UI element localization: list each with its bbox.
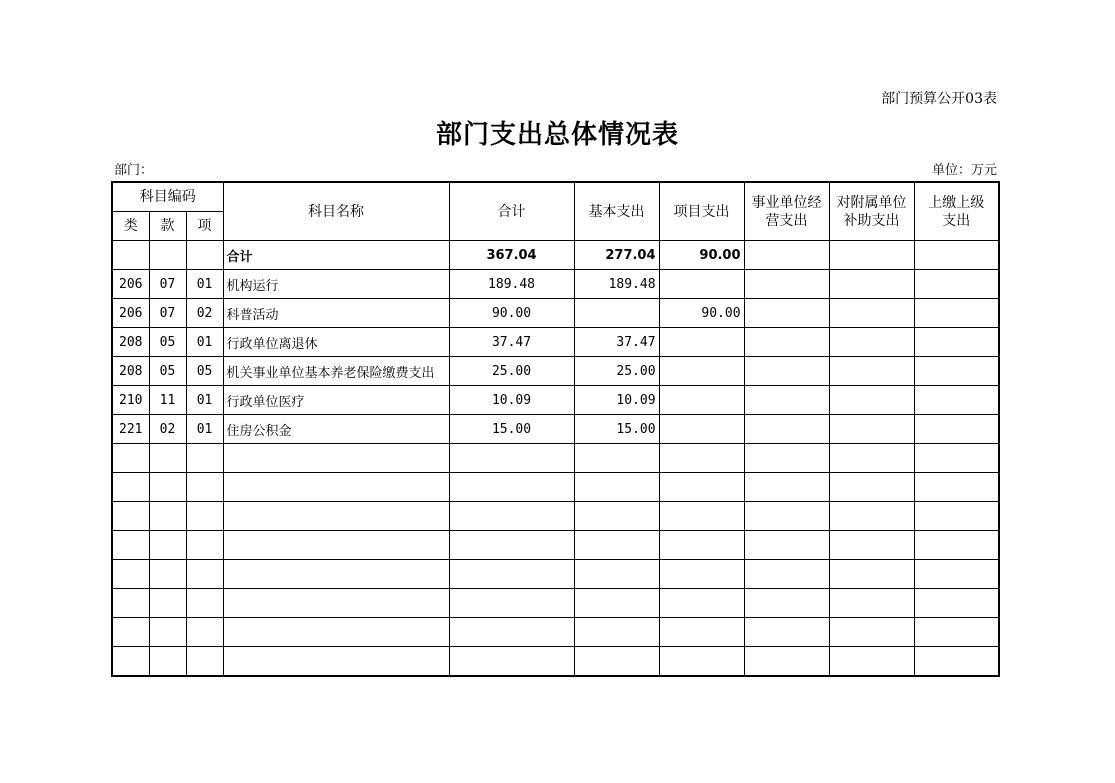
cell-project: [659, 444, 744, 473]
cell-subsidy: [829, 299, 914, 328]
cell-basic: [574, 589, 659, 618]
cell-business: [744, 589, 829, 618]
cell-business: [744, 444, 829, 473]
table-row: [112, 357, 999, 386]
cell-subsidy: [829, 589, 914, 618]
header-upper: 上缴上级支出: [914, 182, 999, 241]
cell-basic: [574, 444, 659, 473]
cell-subsidy: [829, 560, 914, 589]
cell-project: [659, 357, 744, 386]
cell-business: [744, 328, 829, 357]
table-row: [112, 270, 999, 299]
cell-project: [659, 647, 744, 677]
cell-lei: [112, 647, 149, 677]
cell-upper: [914, 560, 999, 589]
cell-upper: [914, 444, 999, 473]
cell-kuan: [149, 531, 186, 560]
cell-business: [744, 473, 829, 502]
cell-xiang: [186, 647, 223, 677]
department-label: 部门：: [114, 163, 154, 178]
cell-upper: [914, 531, 999, 560]
cell-total: [449, 560, 574, 589]
cell-subsidy: [829, 502, 914, 531]
cell-name: [223, 647, 449, 677]
cell-upper: [914, 270, 999, 299]
cell-name: 科普活动: [223, 299, 449, 328]
blank-row: [112, 647, 999, 677]
cell-lei: 206: [112, 299, 149, 328]
cell-xiang: [186, 531, 223, 560]
cell-subsidy: [829, 647, 914, 677]
header-xiang: 项: [186, 212, 223, 241]
cell-total: [449, 531, 574, 560]
cell-business: [744, 299, 829, 328]
table-row: [112, 299, 999, 328]
total-amount: 367.04: [449, 241, 574, 270]
cell-kuan: [149, 589, 186, 618]
cell-basic: [574, 647, 659, 677]
cell-upper: [914, 647, 999, 677]
cell-kuan: [149, 473, 186, 502]
cell-project: [659, 270, 744, 299]
cell-business: [744, 415, 829, 444]
cell-kuan: 07: [149, 270, 186, 299]
cell-lei: [112, 241, 149, 270]
cell-name: 住房公积金: [223, 415, 449, 444]
cell-basic: [574, 473, 659, 502]
cell-xiang: [186, 241, 223, 270]
cell-business: [744, 502, 829, 531]
form-number: 部门预算公开03表: [881, 91, 997, 107]
cell-business: [744, 560, 829, 589]
cell-business: [744, 357, 829, 386]
cell-basic: [574, 618, 659, 647]
cell-basic: [574, 531, 659, 560]
cell-lei: 206: [112, 270, 149, 299]
cell-kuan: 05: [149, 328, 186, 357]
cell-name: [223, 444, 449, 473]
cell-upper: [914, 328, 999, 357]
cell-total: 10.09: [449, 386, 574, 415]
cell-basic: 189.48: [574, 270, 659, 299]
cell-total: [449, 647, 574, 677]
cell-basic: 15.00: [574, 415, 659, 444]
cell-name: [223, 560, 449, 589]
cell-total: [449, 473, 574, 502]
cell-subsidy: [829, 386, 914, 415]
cell-upper: [914, 299, 999, 328]
header-total: 合计: [449, 182, 574, 241]
cell-project: [659, 386, 744, 415]
cell-total: 25.00: [449, 357, 574, 386]
cell-subsidy: [829, 444, 914, 473]
blank-row: [112, 531, 999, 560]
cell-project: [659, 618, 744, 647]
cell-name: 机构运行: [223, 270, 449, 299]
cell-name: [223, 618, 449, 647]
cell-xiang: 02: [186, 299, 223, 328]
cell-xiang: [186, 560, 223, 589]
total-project: 90.00: [659, 241, 744, 270]
header-project: 项目支出: [659, 182, 744, 241]
cell-kuan: 07: [149, 299, 186, 328]
cell-lei: 210: [112, 386, 149, 415]
total-label: 合计: [223, 241, 449, 270]
cell-lei: [112, 502, 149, 531]
cell-total: 37.47: [449, 328, 574, 357]
cell-xiang: 05: [186, 357, 223, 386]
cell-business: [744, 270, 829, 299]
cell-project: [659, 531, 744, 560]
header-lei: 类: [112, 212, 149, 241]
cell-business: [744, 531, 829, 560]
cell-lei: [112, 531, 149, 560]
cell-business: [744, 386, 829, 415]
cell-kuan: [149, 560, 186, 589]
cell-lei: 208: [112, 328, 149, 357]
total-row: [112, 241, 999, 270]
cell-kuan: 11: [149, 386, 186, 415]
cell-project: [659, 415, 744, 444]
cell-total: 90.00: [449, 299, 574, 328]
cell-xiang: 01: [186, 386, 223, 415]
cell-xiang: [186, 618, 223, 647]
cell-kuan: [149, 618, 186, 647]
header-basic: 基本支出: [574, 182, 659, 241]
cell-project: 90.00: [659, 299, 744, 328]
cell-name: [223, 531, 449, 560]
cell-upper: [914, 502, 999, 531]
table-row: [112, 386, 999, 415]
header-name: 科目名称: [223, 182, 449, 241]
cell-project: [659, 560, 744, 589]
cell-lei: [112, 560, 149, 589]
cell-xiang: 01: [186, 270, 223, 299]
cell-name: [223, 589, 449, 618]
blank-row: [112, 502, 999, 531]
cell-basic: 37.47: [574, 328, 659, 357]
header-code-group: 科目编码: [112, 182, 223, 212]
cell-total: 15.00: [449, 415, 574, 444]
cell-total: [449, 618, 574, 647]
cell-xiang: [186, 589, 223, 618]
cell-project: [659, 502, 744, 531]
cell-business: [744, 241, 829, 270]
cell-upper: [914, 473, 999, 502]
cell-name: 机关事业单位基本养老保险缴费支出: [223, 357, 449, 386]
cell-subsidy: [829, 328, 914, 357]
cell-upper: [914, 357, 999, 386]
page-title: 部门支出总体情况表: [435, 120, 679, 150]
cell-xiang: [186, 473, 223, 502]
cell-kuan: [149, 502, 186, 531]
cell-basic: [574, 299, 659, 328]
cell-xiang: [186, 444, 223, 473]
cell-total: [449, 502, 574, 531]
cell-kuan: 05: [149, 357, 186, 386]
blank-row: [112, 444, 999, 473]
expenditure-table: [111, 181, 1000, 677]
unit-label: 单位：万元: [931, 163, 997, 178]
cell-name: [223, 502, 449, 531]
cell-xiang: 01: [186, 328, 223, 357]
cell-lei: 208: [112, 357, 149, 386]
cell-lei: [112, 589, 149, 618]
cell-total: 189.48: [449, 270, 574, 299]
cell-upper: [914, 241, 999, 270]
total-basic: 277.04: [574, 241, 659, 270]
cell-project: [659, 328, 744, 357]
cell-upper: [914, 415, 999, 444]
cell-name: 行政单位离退休: [223, 328, 449, 357]
blank-row: [112, 589, 999, 618]
cell-subsidy: [829, 357, 914, 386]
header-business: 事业单位经营支出: [744, 182, 829, 241]
cell-subsidy: [829, 241, 914, 270]
blank-row: [112, 473, 999, 502]
cell-subsidy: [829, 270, 914, 299]
cell-subsidy: [829, 415, 914, 444]
cell-xiang: 01: [186, 415, 223, 444]
cell-name: 行政单位医疗: [223, 386, 449, 415]
cell-name: [223, 473, 449, 502]
cell-project: [659, 473, 744, 502]
cell-kuan: [149, 241, 186, 270]
cell-kuan: 02: [149, 415, 186, 444]
blank-row: [112, 618, 999, 647]
cell-basic: 10.09: [574, 386, 659, 415]
cell-upper: [914, 618, 999, 647]
cell-business: [744, 647, 829, 677]
cell-subsidy: [829, 618, 914, 647]
header-subsidy: 对附属单位补助支出: [829, 182, 914, 241]
cell-lei: [112, 618, 149, 647]
header-kuan: 款: [149, 212, 186, 241]
cell-upper: [914, 386, 999, 415]
cell-basic: 25.00: [574, 357, 659, 386]
cell-kuan: [149, 444, 186, 473]
cell-upper: [914, 589, 999, 618]
cell-subsidy: [829, 531, 914, 560]
cell-lei: [112, 473, 149, 502]
cell-xiang: [186, 502, 223, 531]
table-row: [112, 328, 999, 357]
cell-total: [449, 444, 574, 473]
blank-row: [112, 560, 999, 589]
cell-lei: 221: [112, 415, 149, 444]
cell-lei: [112, 444, 149, 473]
cell-project: [659, 589, 744, 618]
cell-business: [744, 618, 829, 647]
table-row: [112, 415, 999, 444]
cell-basic: [574, 560, 659, 589]
cell-total: [449, 589, 574, 618]
cell-basic: [574, 502, 659, 531]
cell-kuan: [149, 647, 186, 677]
cell-subsidy: [829, 473, 914, 502]
